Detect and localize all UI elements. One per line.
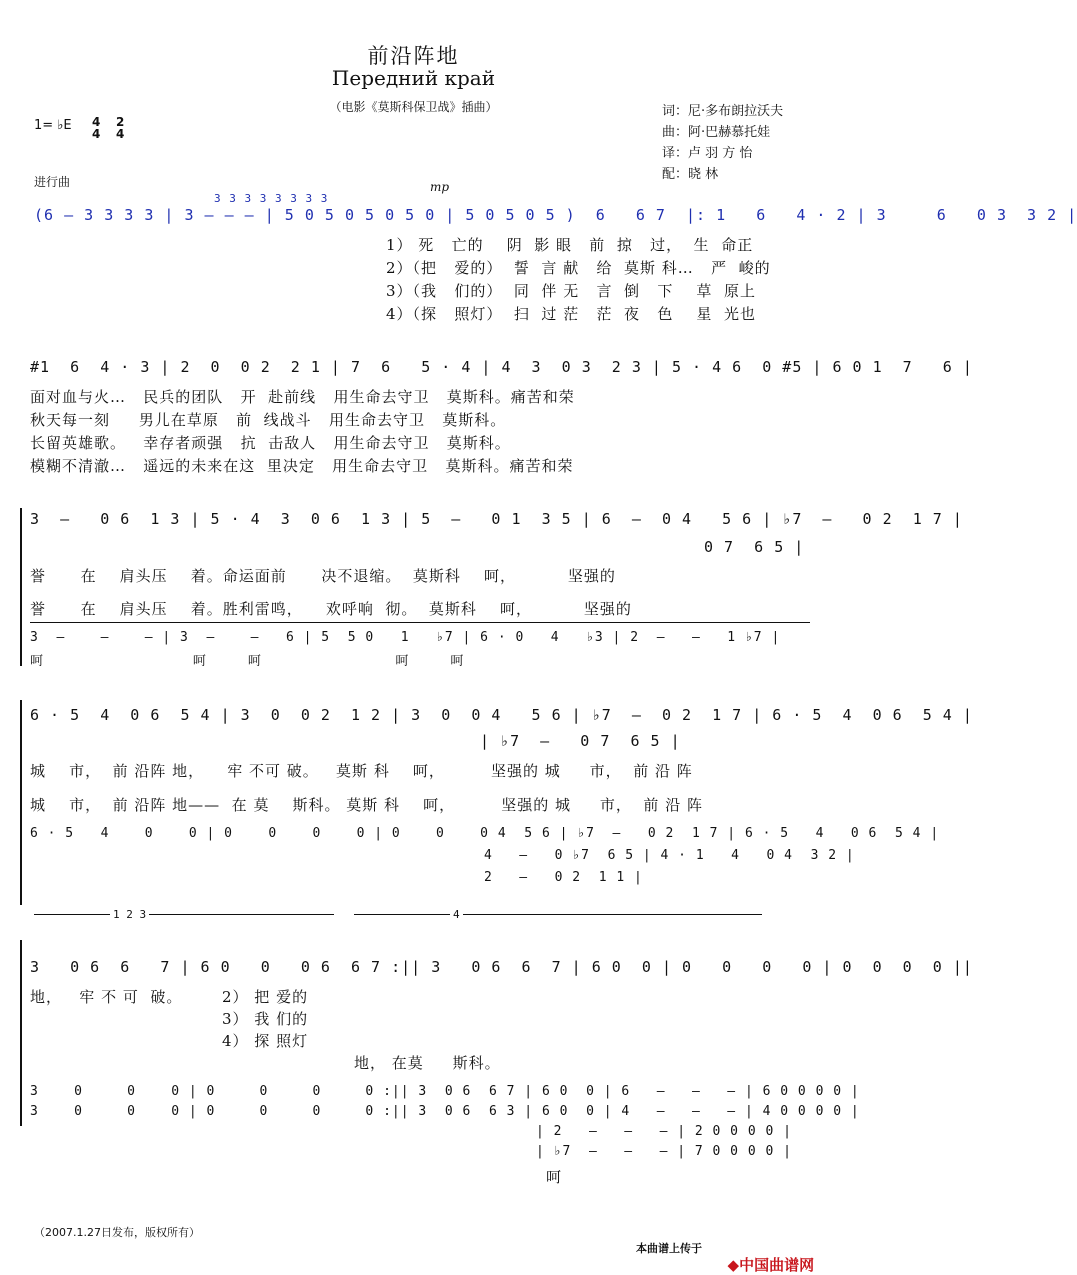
system-2-notation: #1 6 4 · 3 | 2 0 0 2 2 1 | 7 6 5 · 4 | 4 3 0 3 2 3 | 5 · 4 6 0 #5 | 6 0 1 7 6 | [30,358,973,376]
dynamic-marking: mp [430,180,450,194]
system-3-divider [30,622,810,623]
system-4-lyric-2: 城 市， 前 沿阵 地—— 在 莫 斯科。 莫斯 科 呵， 坚强的 城 市， 前 沿 阵 [30,796,703,814]
system-5-notation: 3 0 6 6 7 | 6 0 0 0 6 6 7 :|| 3 0 6 6 7 | 6 0 0 | 0 0 0 0 | 0 0 0 0 || [30,958,973,976]
verse-1-lyric: 1） 死 亡的 阴 影 眼 前 掠 过， 生 命正 [386,236,754,254]
system-2-lyric-1: 面对血与火… 民兵的团队 开 赴前线 用生命去守卫 莫斯科。痛苦和荣 [30,388,575,406]
system-5-lower-notation-3: | 2 – – – | 2 0 0 0 0 | [536,1124,792,1139]
credit-translator: 译：卢 羽 方 怡 [662,146,753,161]
system-3-notation: 3 – 0 6 1 3 | 5 · 4 3 0 6 1 3 | 5 – 0 1 3 5 | 6 – 0 4 5 6 | ♭7 – 0 2 1 7 | [30,510,963,528]
verse-3-lyric: 3）（我 们的） 同 伴 无 言 倒 下 草 原上 [386,282,756,300]
system-4-brace [20,700,22,905]
system-5-lower-lyric: 呵 [546,1168,563,1186]
volta-1-bracket [34,914,334,915]
system-4-lower-notation-3: 2 – 0 2 1 1 | [484,870,643,885]
key-signature: 1= ♭E [34,118,72,133]
system-5-lower-notation-4: | ♭7 – – – | 7 0 0 0 0 | [536,1144,792,1159]
verse-2-lyric: 2）（把 爱的） 誓 言 献 给 莫斯 科… 严 峻的 [386,259,771,277]
system-5-lower-notation-2: 3 0 0 0 | 0 0 0 0 :|| 3 0 6 6 3 | 6 0 0 | 4 – – – | 4 0 0 0 0 | [30,1104,860,1119]
system-5-repeat-lyric-2: 2） 把 爱的 [222,988,309,1006]
credit-lyricist: 词：尼·多布朗拉沃夫 [662,104,784,119]
volta-2-label: 4 [450,908,463,921]
system-3-lyric-1: 誉 在 肩头压 着。命运面前 决不退缩。 莫斯科 呵， 坚强的 [30,567,616,585]
system-5-brace [20,940,22,1126]
song-title: 前沿阵地 [367,44,460,68]
system-4-lower-notation-1: 6 · 5 4 0 0 | 0 0 0 0 | 0 0 0 4 5 6 | ♭7 – 0 2 1 7 | 6 · 5 4 0 6 5 4 | [30,826,940,841]
time-signature-1: 4 4 [92,115,101,141]
time-signature-2: 2 4 [116,115,125,141]
site-logo-icon: ◆ [727,1256,740,1274]
system-2-lyric-4: 模糊不清澈… 遥远的未来在这 里决定 用生命去守卫 莫斯科。痛苦和荣 [30,457,574,475]
system-4-notation: 6 · 5 4 0 6 5 4 | 3 0 0 2 1 2 | 3 0 0 4 5 6 | ♭7 – 0 2 1 7 | 6 · 5 4 0 6 5 4 | [30,706,973,724]
site-logo-text: 中国曲谱网 [739,1256,815,1274]
volta-1-label: 1 2 3 [110,908,149,921]
song-subtitle: （电影《莫斯科保卫战》插曲） [329,100,498,114]
system-5-repeat-lyric-3: 3） 我 们的 [222,1010,309,1028]
system-3-alt-notation: 0 7 6 5 | [704,538,805,556]
system-2-lyric-3: 长留英雄歌。 幸存者顽强 抗 击敌人 用生命去守卫 莫斯科。 [30,434,511,452]
system-4-alt-notation: | ♭7 – 0 7 6 5 | [480,732,681,750]
system-3-brace [20,508,22,666]
intro-chord-tops: 3 3 3 3 3 3 3 3 [214,192,329,205]
site-logo[interactable] [718,1236,814,1275]
system-3-lyric-2: 誉 在 肩头压 着。胜利雷鸣， 欢呼响 彻。 莫斯科 呵， 坚强的 [30,600,632,618]
system-5-lower-notation-1: 3 0 0 0 | 0 0 0 0 :|| 3 0 6 6 7 | 6 0 0 | 6 – – – | 6 0 0 0 0 | [30,1084,860,1099]
system-3-lower-notation: 3 – – – | 3 – – 6 | 5 5 0 1 ♭7 | 6 · 0 4 ♭3 | 2 – – 1 ♭7 | [30,630,781,645]
system-2-lyric-2: 秋天每一刻 男儿在草原 前 线战斗 用生命去守卫 莫斯科。 [30,411,507,429]
credit-arranger: 配：晓 林 [662,167,719,182]
system-5-lyric-main: 地， 牢 不 可 破。 [30,988,183,1006]
upload-note: 本曲谱上传于 [636,1242,702,1255]
system-4-lower-notation-2: 4 – 0 ♭7 6 5 | 4 · 1 4 0 4 3 2 | [484,848,855,863]
system-5-end-lyric: 地， 在莫 斯科。 [354,1054,501,1072]
volta-2-bracket [354,914,762,915]
system-4-lyric-1: 城 市， 前 沿阵 地， 牢 不可 破。 莫斯 科 呵， 坚强的 城 市， 前 沿 阵 [30,762,693,780]
credit-composer: 曲：阿·巴赫慕托娃 [662,125,771,140]
publish-note: （2007.1.27日发布，版权所有） [34,1226,200,1239]
intro-notation-line: (6 – 3 3 3 3 | 3 – – – | 5 0 5 0 5 0 5 0 | 5 0 5 0 5 ) 6 6 7 |: 1 6 4 · 2 | 3 6 0 3 3 2 | [34,206,1077,224]
tempo-marking: 进行曲 [34,175,71,189]
song-title-russian: Передний край [331,66,496,90]
system-5-repeat-lyric-4: 4） 探 照灯 [222,1032,309,1050]
system-3-lower-lyric: 呵 呵 呵 呵 呵 [30,654,465,669]
verse-4-lyric: 4）（探 照灯） 扫 过 茫 茫 夜 色 星 光也 [386,305,756,323]
